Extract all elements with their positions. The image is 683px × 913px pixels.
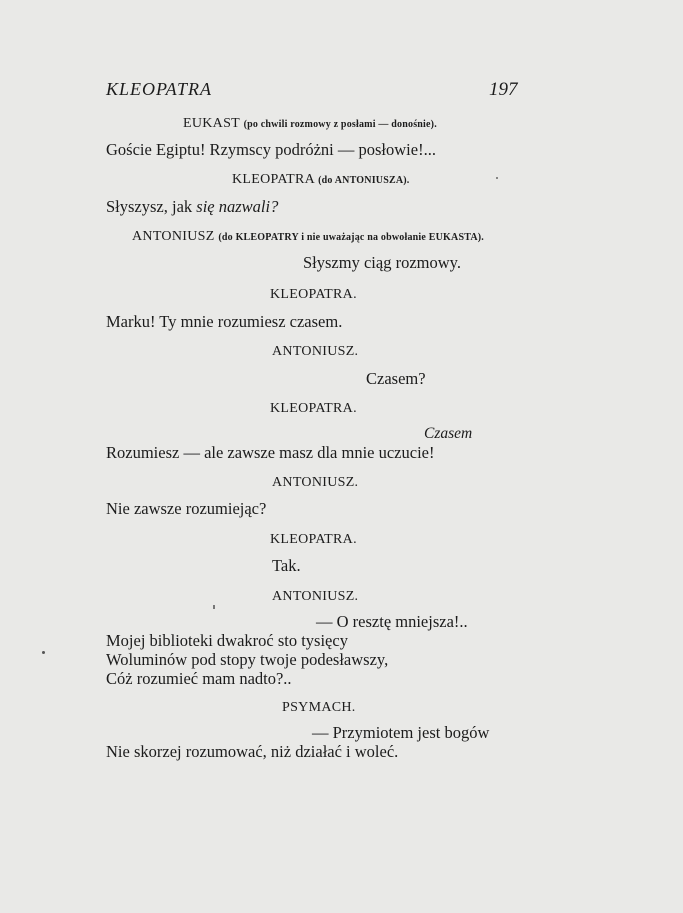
verse-line: Słyszmy ciąg rozmowy. bbox=[303, 253, 461, 272]
speaker-psymach: PSYMACH. bbox=[282, 700, 356, 715]
dust-speck bbox=[42, 651, 45, 654]
speaker-antoniusz: ANTONIUSZ. bbox=[272, 475, 359, 490]
verse-text: Słyszysz, jak bbox=[106, 197, 197, 216]
stage-direction: (do KLEOPATRY i nie uważając na obwołanie EUKASTA). bbox=[218, 232, 484, 243]
verse-line: Goście Egiptu! Rzymscy podróżni — posłowie!... bbox=[106, 140, 436, 159]
speaker-kleopatra: KLEOPATRA. bbox=[270, 401, 357, 416]
speaker-antoniusz: ANTONIUSZ. bbox=[272, 344, 359, 359]
verse-line: — O resztę mniejsza!.. bbox=[316, 612, 468, 631]
verse-line: Nie skorzej rozumować, niż działać i woleć. bbox=[106, 742, 399, 761]
page-number: 197 bbox=[489, 79, 518, 100]
stage-direction: (do ANTONIUSZA). bbox=[318, 175, 410, 186]
verse-line: Cóż rozumieć mam nadto?.. bbox=[106, 669, 292, 688]
verse-line: Rozumiesz — ale zawsze masz dla mnie uczucie! bbox=[106, 443, 435, 462]
verse-line: Czasem? bbox=[366, 369, 426, 388]
verse-line: Mojej biblioteki dwakroć sto tysięcy bbox=[106, 631, 348, 650]
speaker-kleopatra: KLEOPATRA. bbox=[270, 532, 357, 547]
verse-line: Marku! Ty mnie rozumiesz czasem. bbox=[106, 312, 343, 331]
speaker-kleopatra: KLEOPATRA. bbox=[270, 287, 357, 302]
verse-emphasis: się nazwali? bbox=[196, 197, 279, 216]
verse-line: Woluminów pod stopy twoje podesławszy, bbox=[106, 650, 389, 669]
verse-line: — Przymiotem jest bogów bbox=[312, 723, 490, 742]
verse-line bbox=[106, 197, 278, 217]
stage-direction: (po chwili rozmowy z posłami — donośnie). bbox=[243, 119, 437, 130]
speaker-name: EUKAST bbox=[183, 116, 240, 131]
verse-emphasis: Czasem bbox=[424, 425, 473, 442]
speaker-eukast bbox=[183, 116, 437, 132]
speaker-name: KLEOPATRA bbox=[232, 172, 315, 187]
running-title: KLEOPATRA bbox=[106, 79, 213, 99]
speaker-name: ANTONIUSZ bbox=[132, 229, 215, 244]
speaker-antoniusz: ANTONIUSZ. bbox=[272, 589, 359, 604]
verse-line: Nie zawsze rozumiejąc? bbox=[106, 499, 267, 518]
dust-speck bbox=[213, 605, 215, 609]
speaker-antoniusz bbox=[132, 229, 484, 245]
dust-speck bbox=[496, 177, 498, 179]
speaker-kleopatra bbox=[232, 172, 410, 188]
verse-line: Tak. bbox=[272, 556, 301, 575]
